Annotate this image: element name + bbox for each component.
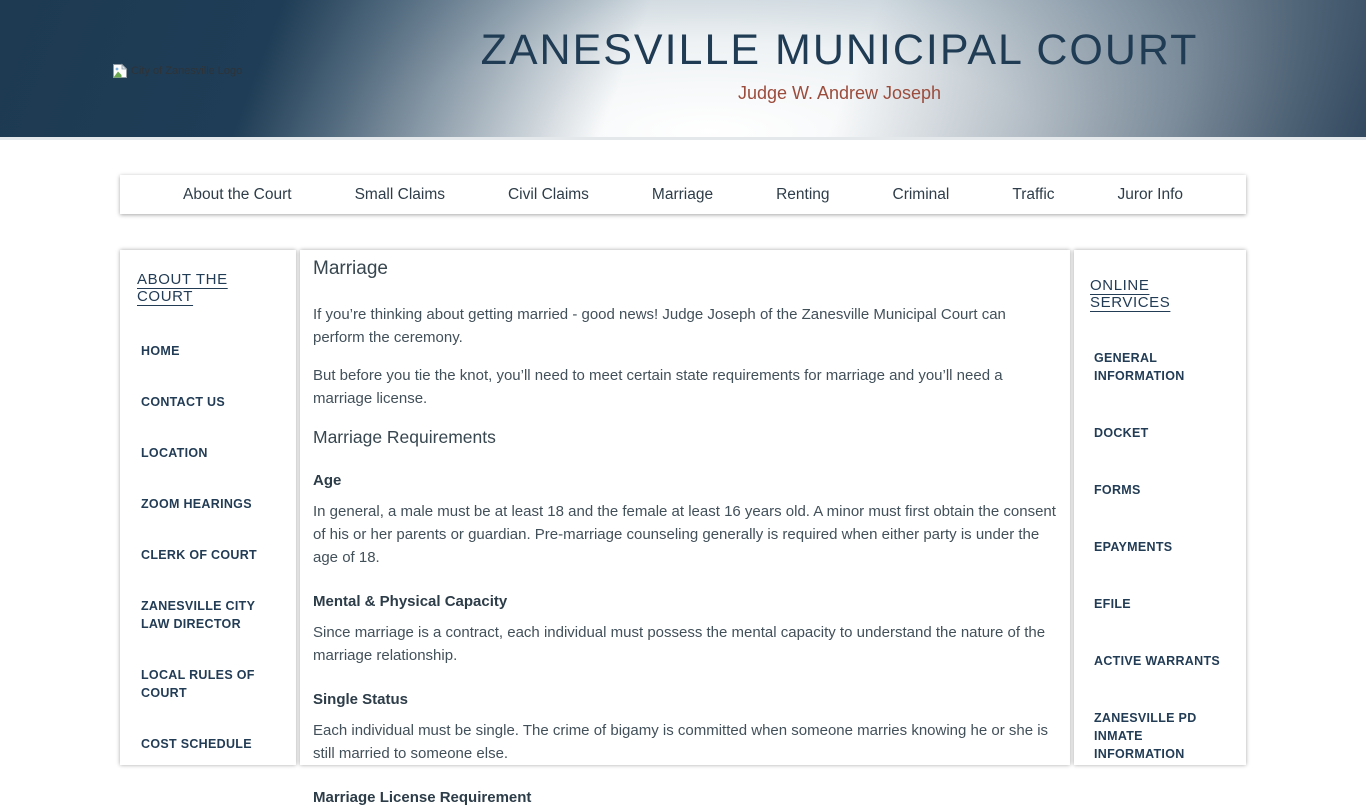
intro-paragraph-2: But before you tie the knot, you’ll need to meet certain state requirements for marriage and you’ll need a marriage license. (313, 367, 1003, 407)
sidebar-item-general-information[interactable]: GENERAL INFORMATION (1094, 351, 1185, 383)
nav-marriage[interactable]: Marriage (651, 185, 714, 203)
sidebar-item-pd-inmate-info[interactable]: ZANESVILLE PD INMATE INFORMATION (1094, 711, 1197, 761)
main-navigation (120, 175, 1246, 214)
site-subtitle: Judge W. Andrew Joseph (737, 83, 942, 103)
nav-traffic[interactable]: Traffic (1012, 185, 1055, 203)
sidebar-item-local-rules[interactable]: LOCAL RULES OF COURT (141, 668, 255, 700)
subsection-license-heading: Marriage License Requirement (313, 789, 532, 806)
subsection-single-status-heading: Single Status (313, 691, 409, 708)
sidebar-item-home[interactable]: HOME (141, 344, 180, 358)
sidebar-item-docket[interactable]: DOCKET (1094, 426, 1149, 440)
subsection-age-heading: Age (313, 472, 342, 489)
broken-image-icon (112, 63, 128, 79)
right-sidebar-heading[interactable]: ONLINE SERVICES (1090, 277, 1171, 311)
nav-criminal[interactable]: Criminal (892, 185, 950, 203)
sidebar-item-law-director[interactable]: ZANESVILLE CITY LAW DIRECTOR (141, 599, 256, 631)
section-heading: Marriage Requirements (313, 427, 496, 447)
sidebar-item-active-warrants[interactable]: ACTIVE WARRANTS (1094, 654, 1221, 668)
nav-civil-claims[interactable]: Civil Claims (507, 185, 589, 203)
main-content (300, 250, 1070, 806)
sidebar-item-forms[interactable]: FORMS (1094, 483, 1141, 497)
content-area (120, 250, 1246, 806)
site-title: ZANESVILLE MUNICIPAL COURT (480, 26, 1199, 74)
nav-about-the-court[interactable]: About the Court (183, 185, 292, 203)
header-banner (0, 0, 1366, 140)
logo-alt-text: City of Zanesville Logo (131, 65, 243, 77)
subsection-single-status-text: Each individual must be single. The crime of bigamy is committed when someone marries knowing he or she is still married to someone else. (313, 722, 1049, 762)
subsection-capacity-heading: Mental & Physical Capacity (313, 593, 508, 610)
intro-paragraph-1: If you’re thinking about getting married - good news! Judge Joseph of the Zanesville Municipal Court can perform the ceremony. (313, 306, 1006, 346)
sidebar-item-clerk-of-court[interactable]: CLERK OF COURT (141, 548, 257, 562)
nav-juror-info[interactable]: Juror Info (1117, 185, 1183, 203)
subsection-age-text: In general, a male must be at least 18 and the female at least 16 years old. A minor must first obtain the consent of his or her parents or guardian. Pre-marriage counseling generally is required when either party is under the age of 18. (313, 503, 1056, 566)
sidebar-item-contact-us[interactable]: CONTACT US (141, 395, 226, 409)
sidebar-item-cost-schedule[interactable]: COST SCHEDULE (141, 737, 252, 751)
sidebar-item-epayments[interactable]: EPAYMENTS (1094, 540, 1173, 554)
left-sidebar (120, 250, 296, 765)
subsection-capacity-text: Since marriage is a contract, each individual must possess the mental capacity to understand the nature of the marriage relationship. (313, 624, 1046, 664)
sidebar-item-location[interactable]: LOCATION (141, 446, 208, 460)
nav-renting[interactable]: Renting (776, 185, 830, 203)
sidebar-item-efile[interactable]: EFILE (1094, 597, 1131, 611)
sidebar-item-zoom-hearings[interactable]: ZOOM HEARINGS (141, 497, 252, 511)
site-logo (112, 63, 242, 79)
nav-small-claims[interactable]: Small Claims (354, 185, 445, 203)
page-title: Marriage (313, 258, 388, 279)
right-sidebar (1074, 250, 1246, 765)
left-sidebar-heading[interactable]: ABOUT THE COURT (137, 271, 228, 305)
